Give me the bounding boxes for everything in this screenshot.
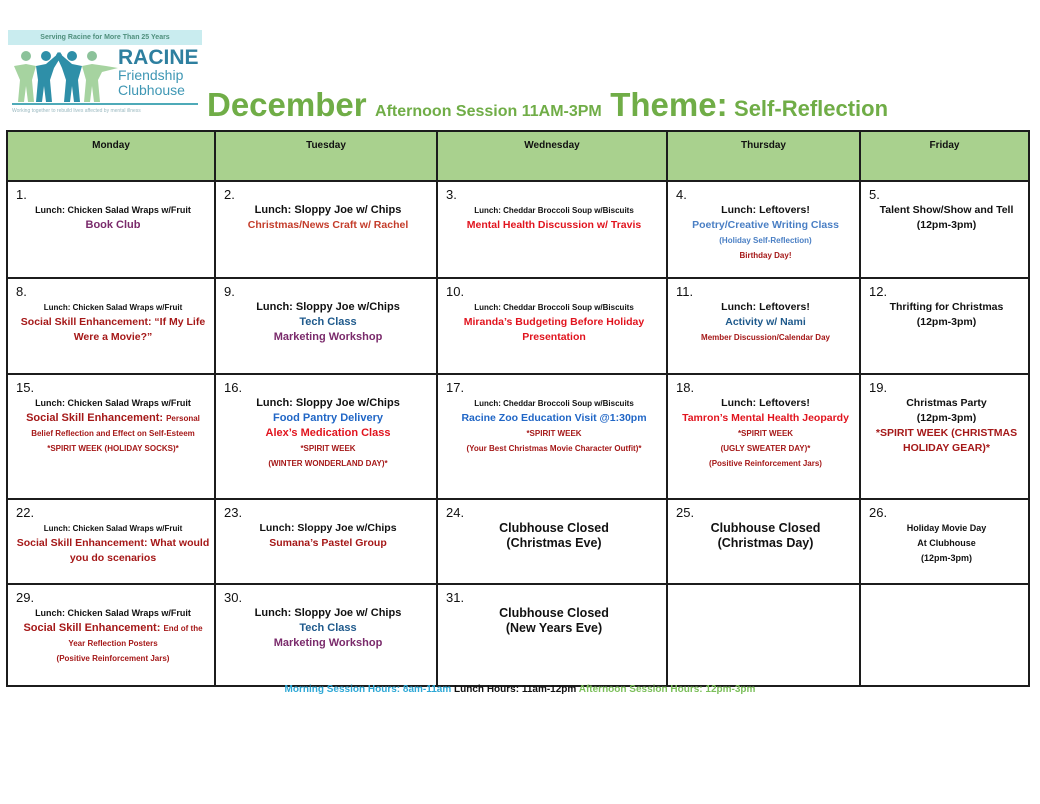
event-line: Birthday Day!	[739, 251, 792, 260]
event-line: (Christmas Day)	[717, 536, 814, 550]
weekday-header: Monday	[7, 131, 215, 181]
day-cell	[860, 181, 1029, 278]
weekday-header: Tuesday	[215, 131, 437, 181]
day-number: 9.	[224, 284, 235, 299]
day-cell	[437, 181, 667, 278]
event-line: *SPIRIT WEEK	[526, 429, 582, 438]
event-line: (Positive Reinforcement Jars)	[709, 459, 822, 468]
day-number: 22.	[16, 505, 35, 520]
event-line: Social Skill Enhancement: Personal Belief Reflection and Effect on Self-Esteem	[26, 412, 200, 438]
month-title: December	[207, 86, 367, 123]
event-line: Lunch: Chicken Salad Wraps w/Fruit	[35, 205, 191, 215]
afternoon-hours: Afternoon Session Hours: 12pm-3pm	[578, 684, 756, 695]
day-cell	[667, 499, 860, 584]
people-figures-icon	[12, 46, 120, 104]
weekday-header-row	[7, 131, 1029, 181]
event-line: (12pm-3pm)	[920, 553, 972, 563]
event-line: Lunch: Leftovers!	[721, 204, 810, 216]
event-line: (12pm-3pm)	[916, 316, 977, 328]
event-line: Marketing Workshop	[273, 637, 383, 649]
day-cell	[860, 499, 1029, 584]
weekday-header: Friday	[860, 131, 1029, 181]
event-line: *SPIRIT WEEK	[737, 429, 794, 438]
event-line: Clubhouse Closed	[499, 606, 609, 620]
day-number: 24.	[446, 505, 465, 520]
event-line: (12pm-3pm)	[916, 412, 977, 424]
event-line: Lunch: Sloppy Joe w/Chips	[259, 522, 397, 534]
event-line: Lunch: Sloppy Joe w/ Chips	[254, 204, 402, 216]
week-row	[7, 278, 1029, 374]
logo-divider	[12, 103, 198, 105]
event-line: Activity w/ Nami	[725, 316, 806, 328]
event-line: Lunch: Chicken Salad Wraps w/Fruit	[43, 303, 183, 312]
logo-brand: RACINE Friendship Clubhouse	[118, 46, 199, 98]
day-cell	[860, 278, 1029, 374]
day-cell	[860, 584, 1029, 686]
session-hours-footer	[0, 684, 1040, 695]
calendar-table	[6, 130, 1030, 687]
event-line: Lunch: Leftovers!	[721, 301, 810, 313]
event-line: Lunch: Chicken Salad Wraps w/Fruit	[43, 524, 183, 533]
event-line: Book Club	[85, 219, 141, 231]
event-line: Sumana’s Pastel Group	[269, 537, 387, 549]
event-line: Social Skill Enhancement: End of the Year Reflection Posters	[23, 622, 203, 648]
event-line: (Your Best Christmas Movie Character Outfit)*	[466, 444, 642, 453]
event-line: *SPIRIT WEEK	[300, 444, 356, 453]
event-line: (12pm-3pm)	[916, 219, 977, 231]
day-cell	[860, 374, 1029, 499]
event-line: Racine Zoo Education Visit @1:30pm	[461, 412, 647, 424]
day-number: 29.	[16, 590, 35, 605]
lunch-hours: Lunch Hours: 11am-12pm	[454, 684, 577, 695]
day-cell	[437, 278, 667, 374]
day-number: 31.	[446, 590, 465, 605]
event-line: Christmas/News Craft w/ Rachel	[247, 219, 409, 231]
day-number: 19.	[869, 380, 888, 395]
page-title	[207, 86, 888, 124]
day-cell	[215, 181, 437, 278]
day-cell	[215, 584, 437, 686]
day-cell	[7, 278, 215, 374]
day-cell	[667, 374, 860, 499]
event-line: (UGLY SWEATER DAY)*	[720, 444, 811, 453]
event-line: *SPIRIT WEEK (CHRISTMAS HOLIDAY GEAR)*	[875, 427, 1018, 454]
event-line: Member Discussion/Calendar Day	[701, 333, 830, 342]
event-line: Social Skill Enhancement: “If My Life Were a Movie?”	[20, 316, 206, 343]
event-line: Marketing Workshop	[273, 331, 383, 343]
day-cell	[7, 181, 215, 278]
event-line: Tech Class	[299, 316, 357, 328]
event-line: Miranda’s Budgeting Before Holiday Presentation	[463, 316, 645, 343]
event-line: *SPIRIT WEEK (HOLIDAY SOCKS)*	[47, 444, 179, 453]
event-line: Lunch: Leftovers!	[721, 397, 810, 409]
theme-value: Self-Reflection	[734, 96, 889, 121]
event-line: Talent Show/Show and Tell	[879, 204, 1014, 216]
event-line: Tamron’s Mental Health Jeopardy	[682, 412, 849, 424]
event-line: At Clubhouse	[917, 538, 976, 548]
event-line: Holiday Movie Day	[906, 523, 987, 533]
event-line: Clubhouse Closed	[499, 521, 609, 535]
day-cell	[215, 499, 437, 584]
event-line: Lunch: Cheddar Broccoli Soup w/Biscuits	[474, 399, 634, 408]
logo-banner: Serving Racine for More Than 25 Years	[8, 30, 202, 45]
event-line: (WINTER WONDERLAND DAY)*	[268, 459, 388, 468]
event-line: Lunch: Sloppy Joe w/ Chips	[254, 607, 402, 619]
day-cell	[667, 181, 860, 278]
day-number: 16.	[224, 380, 243, 395]
clubhouse-logo	[6, 30, 204, 118]
day-number: 18.	[676, 380, 695, 395]
event-line: Alex’s Medication Class	[265, 427, 391, 439]
day-cell	[7, 499, 215, 584]
event-line: Lunch: Cheddar Broccoli Soup w/Biscuits	[474, 206, 634, 215]
day-number: 15.	[16, 380, 35, 395]
day-number: 25.	[676, 505, 695, 520]
event-line: Thrifting for Christmas	[889, 301, 1004, 313]
logo-tagline: Working together to rebuild lives affected by mental illness	[12, 108, 141, 114]
day-cell	[215, 374, 437, 499]
day-number: 4.	[676, 187, 687, 202]
day-number: 5.	[869, 187, 880, 202]
event-line: Lunch: Sloppy Joe w/Chips	[256, 397, 400, 409]
day-number: 3.	[446, 187, 457, 202]
event-line: Social Skill Enhancement: What would you do scenarios	[16, 537, 210, 564]
event-line: (New Years Eve)	[505, 621, 603, 635]
event-line: End of the Year Reflection Posters	[68, 624, 203, 648]
event-line: Food Pantry Delivery	[272, 412, 384, 424]
theme-label: Theme:	[610, 86, 728, 123]
week-row	[7, 181, 1029, 278]
week-row	[7, 584, 1029, 686]
day-cell	[667, 584, 860, 686]
day-cell	[437, 584, 667, 686]
day-cell	[667, 278, 860, 374]
day-number: 12.	[869, 284, 888, 299]
day-number: 30.	[224, 590, 243, 605]
morning-hours: Morning Session Hours: 8am-11am	[284, 684, 452, 695]
event-line: (Holiday Self-Reflection)	[719, 236, 812, 245]
day-cell	[7, 584, 215, 686]
day-number: 1.	[16, 187, 27, 202]
day-cell	[7, 374, 215, 499]
week-row	[7, 374, 1029, 499]
weekday-header: Wednesday	[437, 131, 667, 181]
event-line: Tech Class	[299, 622, 357, 634]
event-line: Lunch: Cheddar Broccoli Soup w/Biscuits	[474, 303, 634, 312]
event-line: Poetry/Creative Writing Class	[692, 219, 839, 231]
day-cell	[437, 374, 667, 499]
event-line: Personal Belief Reflection and Effect on Self-Esteem	[31, 414, 200, 438]
day-number: 23.	[224, 505, 243, 520]
event-line: (Positive Reinforcement Jars)	[56, 654, 170, 663]
day-number: 17.	[446, 380, 465, 395]
session-label: Afternoon Session 11AM-3PM	[375, 103, 602, 120]
event-line: Mental Health Discussion w/ Travis	[466, 219, 642, 231]
day-number: 26.	[869, 505, 888, 520]
day-cell	[437, 499, 667, 584]
day-number: 2.	[224, 187, 235, 202]
event-line: Christmas Party	[906, 397, 987, 409]
day-number: 11.	[676, 284, 694, 299]
week-row	[7, 499, 1029, 584]
day-cell	[215, 278, 437, 374]
day-number: 10.	[446, 284, 465, 299]
weekday-header: Thursday	[667, 131, 860, 181]
day-number: 8.	[16, 284, 27, 299]
event-line: Lunch: Sloppy Joe w/Chips	[256, 301, 400, 313]
event-line: Lunch: Chicken Salad Wraps w/Fruit	[35, 398, 191, 408]
event-line: Clubhouse Closed	[710, 521, 821, 535]
event-line: (Christmas Eve)	[506, 536, 602, 550]
event-line: Lunch: Chicken Salad Wraps w/Fruit	[35, 608, 191, 618]
